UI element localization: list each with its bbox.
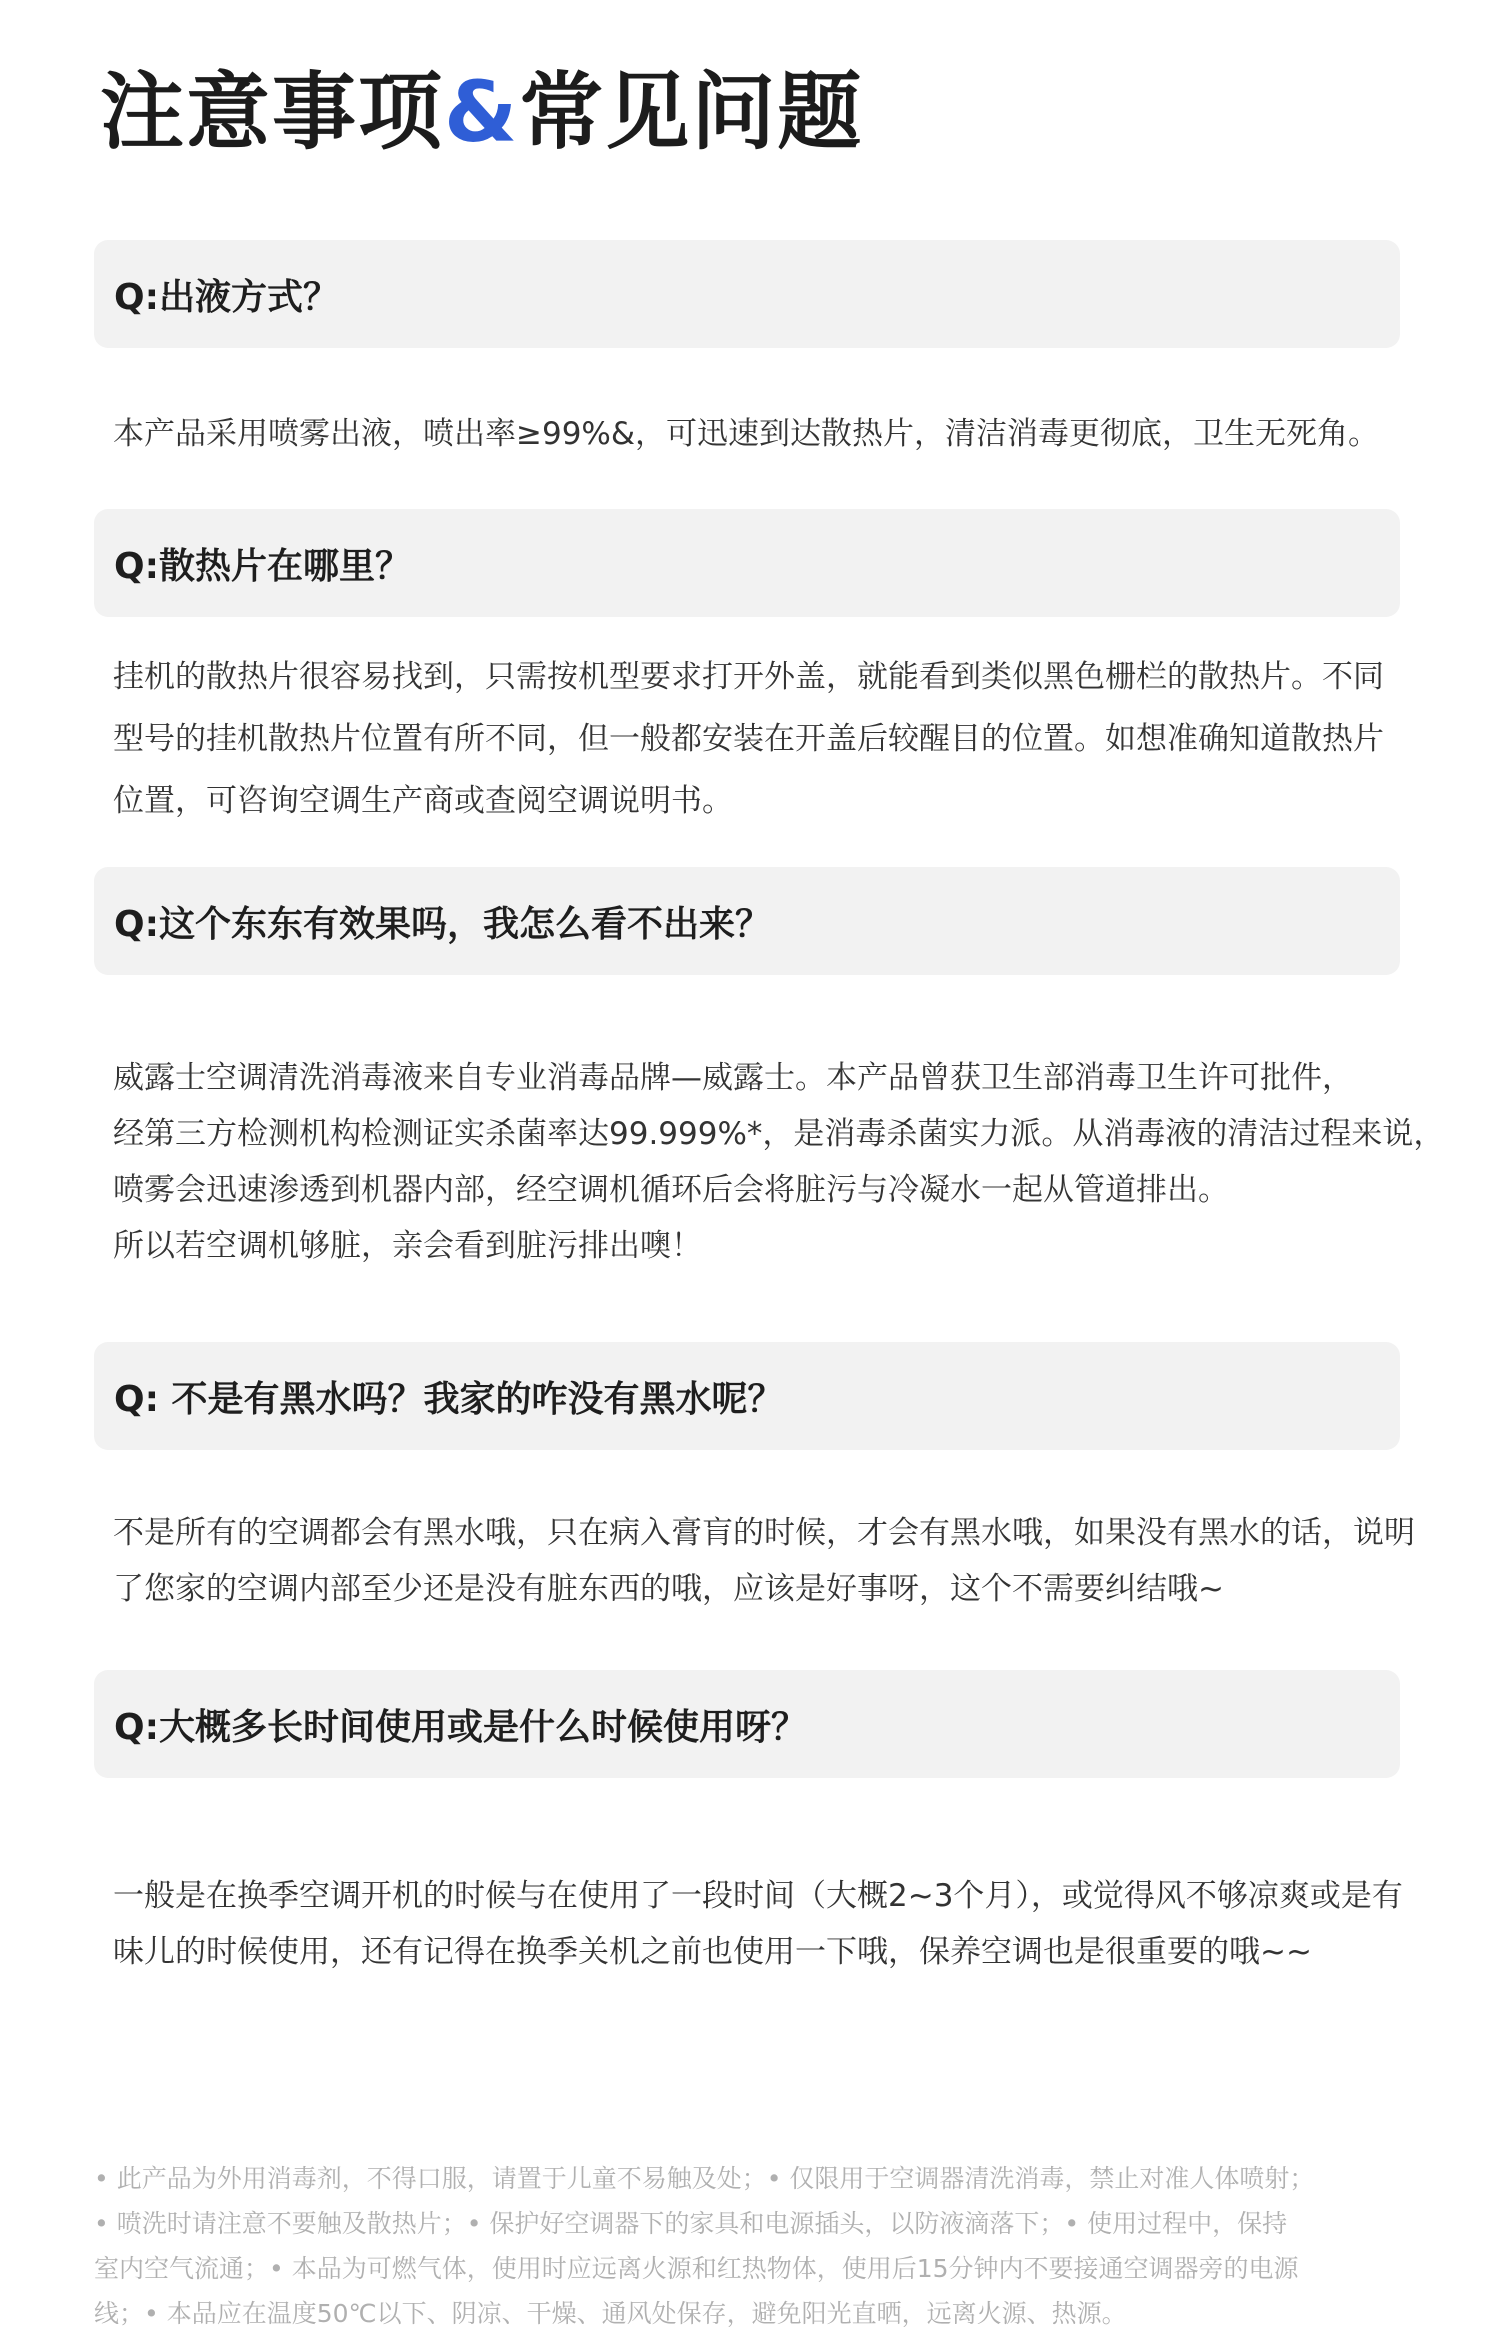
faq-answer-5: [113, 1868, 1433, 1980]
answer-line: 一般是在换季空调开机的时候与在使用了一段时间（大概2~3个月），或觉得风不够凉爽或是有: [113, 1878, 1403, 1914]
title-ampersand: &: [444, 63, 520, 161]
faq-question-box-4: [94, 1342, 1400, 1450]
faq-answer-4: [113, 1505, 1433, 1617]
title-part-1: 注意事项: [100, 63, 445, 161]
page-title: [100, 63, 864, 161]
faq-answer-3: [113, 1050, 1445, 1274]
faq-question-3: Q:这个东东有效果吗，我怎么看不出来？: [114, 903, 772, 945]
answer-line: 型号的挂机散热片位置有所不同，但一般都安装在开盖后较醒目的位置。如想准确知道散热片: [113, 721, 1384, 757]
faq-question-box-5: [94, 1670, 1400, 1778]
answer-line: 了您家的空调内部至少还是没有脏东西的哦，应该是好事呀，这个不需要纠结哦~: [113, 1571, 1224, 1607]
faq-question-5: Q:大概多长时间使用或是什么时候使用呀？: [114, 1706, 808, 1748]
usage-notes: [94, 2156, 1414, 2336]
faq-question-box-1: [94, 240, 1400, 348]
answer-line: 挂机的散热片很容易找到，只需按机型要求打开外盖，就能看到类似黑色栅栏的散热片。不同: [113, 659, 1384, 695]
answer-line: 位置，可咨询空调生产商或查阅空调说明书。: [113, 783, 733, 819]
answer-line: 威露士空调清洗消毒液来自专业消毒品牌—威露士。本产品曾获卫生部消毒卫生许可批件，: [113, 1060, 1353, 1096]
title-part-2: 常见问题: [519, 63, 864, 161]
faq-question-2: Q:散热片在哪里？: [114, 545, 412, 587]
note-line: 线；• 本品应在温度50℃以下、阴凉、干燥、通风处保存，避免阳光直晒，远离火源、热源。: [94, 2299, 1127, 2328]
answer-line: 喷雾会迅速渗透到机器内部，经空调机循环后会将脏污与冷凝水一起从管道排出。: [113, 1172, 1229, 1208]
note-line: 室内空气流通；• 本品为可燃气体，使用时应远离火源和红热物体，使用后15分钟内不要接通空调器旁的电源: [94, 2254, 1299, 2283]
faq-question-box-3: [94, 867, 1400, 975]
faq-answer-2: [113, 646, 1433, 832]
answer-line: 经第三方检测机构检测证实杀菌率达99.999%*，是消毒杀菌实力派。从消毒液的清洁过程来说，: [113, 1116, 1445, 1152]
answer-line: 所以若空调机够脏，亲会看到脏污排出噢！: [113, 1228, 702, 1264]
note-line: • 喷洗时请注意不要触及散热片；• 保护好空调器下的家具和电源插头，以防液滴落下；• 使用过程中，保持: [94, 2209, 1288, 2238]
answer-line: 本产品采用喷雾出液，喷出率≥99%&，可迅速到达散热片，清洁消毒更彻底，卫生无死角。: [113, 416, 1380, 452]
faq-answer-1: [113, 406, 1433, 462]
answer-line: 不是所有的空调都会有黑水哦，只在病入膏肓的时候，才会有黑水哦，如果没有黑水的话，说明: [113, 1515, 1415, 1551]
answer-line: 味儿的时候使用，还有记得在换季关机之前也使用一下哦，保养空调也是很重要的哦~~: [113, 1934, 1312, 1970]
faq-question-1: Q:出液方式？: [114, 276, 340, 318]
faq-question-4: Q: 不是有黑水吗？我家的咋没有黑水呢？: [114, 1378, 784, 1420]
note-line: • 此产品为外用消毒剂，不得口服，请置于儿童不易触及处；• 仅限用于空调器清洗消毒，禁止对准人体喷射；: [94, 2164, 1315, 2193]
faq-question-box-2: [94, 509, 1400, 617]
